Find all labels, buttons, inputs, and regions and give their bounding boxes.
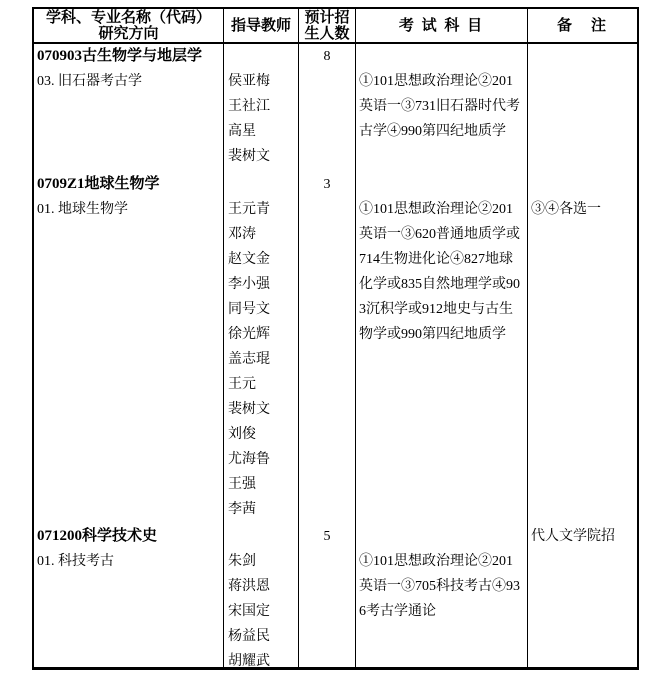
exam-subjects-text: ①101思想政治理论②201英语一③620普通地质学或714生物进化论④827地球化学或835自然地理学或903沉积学或912地史与古生物学或990第四纪地质学 [359, 202, 520, 342]
enrollment-count: 3 [323, 177, 331, 192]
enrollment-section-0709Z1 [299, 172, 355, 524]
advisors-section-0709Z1 [224, 172, 298, 524]
advisor-name: 刘俊 [228, 427, 256, 442]
enrollment-section-071200 [299, 524, 355, 667]
header-cell-subjects [356, 9, 528, 42]
program-section-070903 [34, 44, 223, 172]
subjects-section-070903 [356, 44, 527, 172]
subjects-title-spacer [356, 44, 527, 69]
remark-title-spacer [528, 172, 637, 197]
header-cell-remarks [528, 9, 637, 42]
program-column [34, 44, 224, 667]
advisor-name: 盖志琨 [228, 352, 270, 367]
advisor-name: 裴树文 [228, 402, 270, 417]
advisor-name: 邓涛 [228, 227, 256, 242]
table-body [34, 44, 637, 667]
header-program-line1: 学科、专业名称（代码） [45, 9, 211, 26]
advisor-name: 蒋洪恩 [228, 579, 270, 594]
program-section-071200 [34, 524, 223, 667]
subjects-title-spacer [356, 172, 527, 197]
enrollment-column [299, 44, 356, 667]
advisor-name: 李小强 [228, 277, 270, 292]
advisor-name: 王社江 [228, 99, 270, 114]
program-code-title: 070903古生物学与地层学 [37, 48, 203, 64]
remarks-section-0709Z1 [528, 172, 637, 524]
header-remarks-label: 备 注 [556, 17, 608, 34]
advisor-name: 徐光辉 [228, 327, 270, 342]
advisors-title-spacer [224, 44, 298, 69]
research-direction: 03. 旧石器考古学 [37, 74, 142, 89]
advisor-name: 宋国定 [228, 604, 270, 619]
advisor-name: 王强 [228, 477, 256, 492]
enrollment-count: 5 [323, 529, 331, 544]
advisor-name: 同号文 [228, 302, 270, 317]
advisors-title-spacer [224, 524, 298, 549]
advisors-section-071200 [224, 524, 298, 667]
advisor-name: 王元青 [228, 202, 270, 217]
remark-text: ③④各选一 [531, 202, 601, 217]
advisor-name: 侯亚梅 [228, 74, 270, 89]
header-subjects-label: 考 试 科 目 [398, 17, 485, 34]
remark-text: 代人文学院招 [531, 529, 615, 544]
remarks-section-070903 [528, 44, 637, 172]
advisors-column [224, 44, 299, 667]
advisor-name: 高星 [228, 124, 256, 139]
subjects-column [356, 44, 528, 667]
exam-subjects-text: ①101思想政治理论②201英语一③731旧石器时代考古学④990第四纪地质学 [359, 74, 520, 139]
table-header-row [34, 9, 637, 44]
advisor-name: 赵文金 [228, 252, 270, 267]
subjects-section-0709Z1 [356, 172, 527, 524]
header-cell-program [34, 9, 224, 42]
advisor-name: 裴树文 [228, 149, 270, 164]
remarks-section-071200 [528, 524, 637, 667]
admissions-table [32, 7, 639, 670]
advisors-title-spacer [224, 172, 298, 197]
research-direction: 01. 地球生物学 [37, 202, 128, 217]
enrollment-section-070903 [299, 44, 355, 172]
program-section-0709Z1 [34, 172, 223, 524]
advisor-name: 王元 [228, 377, 256, 392]
exam-subjects-text: ①101思想政治理论②201英语一③705科技考古④936考古学通论 [359, 554, 520, 619]
header-program-line2: 研究方向 [98, 25, 159, 42]
program-code-title: 071200科学技术史 [37, 528, 158, 544]
advisor-name: 杨益民 [228, 629, 270, 644]
advisors-section-070903 [224, 44, 298, 172]
advisor-name: 朱剑 [228, 554, 256, 569]
research-direction: 01. 科技考古 [37, 554, 114, 569]
header-enrollment-line1: 预计招 [304, 9, 350, 26]
program-code-title: 0709Z1地球生物学 [37, 176, 160, 192]
remarks-column [528, 44, 637, 667]
advisor-name: 李茜 [228, 502, 256, 517]
header-advisors-label: 指导教师 [230, 17, 291, 34]
header-cell-enrollment [299, 9, 356, 42]
header-enrollment-line2: 生人数 [304, 25, 350, 42]
advisor-name: 胡耀武 [228, 654, 270, 667]
advisor-name: 尤海鲁 [228, 452, 270, 467]
header-cell-advisors [224, 9, 299, 42]
enrollment-count: 8 [323, 49, 331, 64]
subjects-section-071200 [356, 524, 527, 667]
subjects-title-spacer [356, 524, 527, 549]
